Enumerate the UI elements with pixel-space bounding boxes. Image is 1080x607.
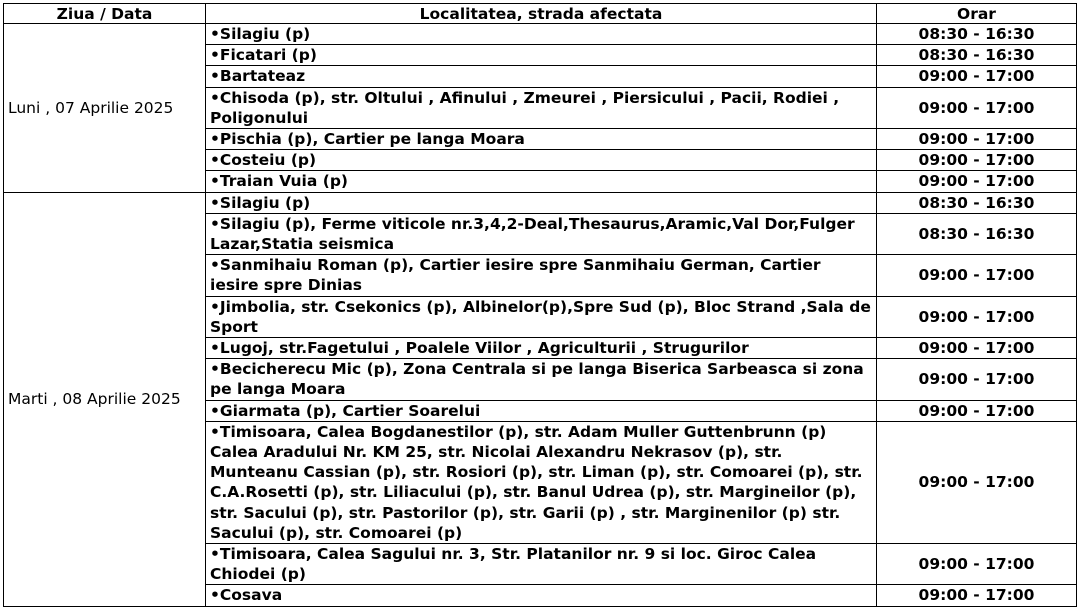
header-date: Ziua / Data xyxy=(4,4,206,24)
time-cell: 09:00 - 17:00 xyxy=(877,585,1077,606)
location-cell: •Pischia (p), Cartier pe langa Moara xyxy=(206,129,877,150)
location-cell: •Sanmihaiu Roman (p), Cartier iesire spre Sanmihaiu German, Cartier iesire spre Dinias xyxy=(206,255,877,296)
location-cell: •Becicherecu Mic (p), Zona Centrala si pe langa Biserica Sarbeasca si zona pe langa Moara xyxy=(206,359,877,400)
time-cell: 09:00 - 17:00 xyxy=(877,150,1077,171)
location-cell: •Silagiu (p) xyxy=(206,192,877,213)
location-cell: •Bartateaz xyxy=(206,66,877,87)
day-date-cell: Marti , 08 Aprilie 2025 xyxy=(4,192,206,606)
time-cell: 09:00 - 17:00 xyxy=(877,255,1077,296)
table-row xyxy=(4,192,1077,213)
time-cell: 08:30 - 16:30 xyxy=(877,213,1077,254)
location-cell: •Giarmata (p), Cartier Soarelui xyxy=(206,400,877,421)
time-cell: 09:00 - 17:00 xyxy=(877,400,1077,421)
outage-schedule-table xyxy=(3,3,1077,607)
location-cell: •Traian Vuia (p) xyxy=(206,171,877,192)
location-cell: •Jimbolia, str. Csekonics (p), Albinelor(p),Spre Sud (p), Bloc Strand ,Sala de Sport xyxy=(206,296,877,337)
time-cell: 09:00 - 17:00 xyxy=(877,421,1077,543)
time-cell: 08:30 - 16:30 xyxy=(877,24,1077,45)
location-cell: •Cosava xyxy=(206,585,877,606)
time-cell: 09:00 - 17:00 xyxy=(877,296,1077,337)
location-cell: •Costeiu (p) xyxy=(206,150,877,171)
time-cell: 09:00 - 17:00 xyxy=(877,359,1077,400)
day-date-cell: Luni , 07 Aprilie 2025 xyxy=(4,24,206,193)
location-cell: •Silagiu (p) xyxy=(206,24,877,45)
time-cell: 09:00 - 17:00 xyxy=(877,66,1077,87)
time-cell: 09:00 - 17:00 xyxy=(877,338,1077,359)
location-cell: •Ficatari (p) xyxy=(206,45,877,66)
time-cell: 09:00 - 17:00 xyxy=(877,87,1077,128)
header-location: Localitatea, strada afectata xyxy=(206,4,877,24)
location-cell: •Lugoj, str.Fagetului , Poalele Viilor , Agriculturii , Strugurilor xyxy=(206,338,877,359)
time-cell: 08:30 - 16:30 xyxy=(877,192,1077,213)
time-cell: 09:00 - 17:00 xyxy=(877,544,1077,585)
header-row xyxy=(4,4,1077,24)
location-cell: •Silagiu (p), Ferme viticole nr.3,4,2-Deal,Thesaurus,Aramic,Val Dor,Fulger Lazar,Statia seismica xyxy=(206,213,877,254)
time-cell: 09:00 - 17:00 xyxy=(877,171,1077,192)
time-cell: 08:30 - 16:30 xyxy=(877,45,1077,66)
header-schedule: Orar xyxy=(877,4,1077,24)
location-cell: •Timisoara, Calea Bogdanestilor (p), str. Adam Muller Guttenbrunn (p) Calea Aradului Nr. KM 25, str. Nicolai Alexandru Nekrasov (p), str. Munteanu Cassian (p), str. Rosiori (p), str. Liman (p), str. Comoarei (p), str. C.A.Rosetti (p), str. Liliacului (p), str. Banul Udrea (p), str. Margineilor (p), str. Sacului (p), str. Pastorilor (p), str. Garii (p) , str. Marginenilor (p) str. Sacului (p), str. Comoarei (p) xyxy=(206,421,877,543)
location-cell: •Chisoda (p), str. Oltului , Afinului , Zmeurei , Piersicului , Pacii, Rodiei , Poligonului xyxy=(206,87,877,128)
location-cell: •Timisoara, Calea Sagului nr. 3, Str. Platanilor nr. 9 si loc. Giroc Calea Chiodei (p) xyxy=(206,544,877,585)
table-row xyxy=(4,24,1077,45)
time-cell: 09:00 - 17:00 xyxy=(877,129,1077,150)
